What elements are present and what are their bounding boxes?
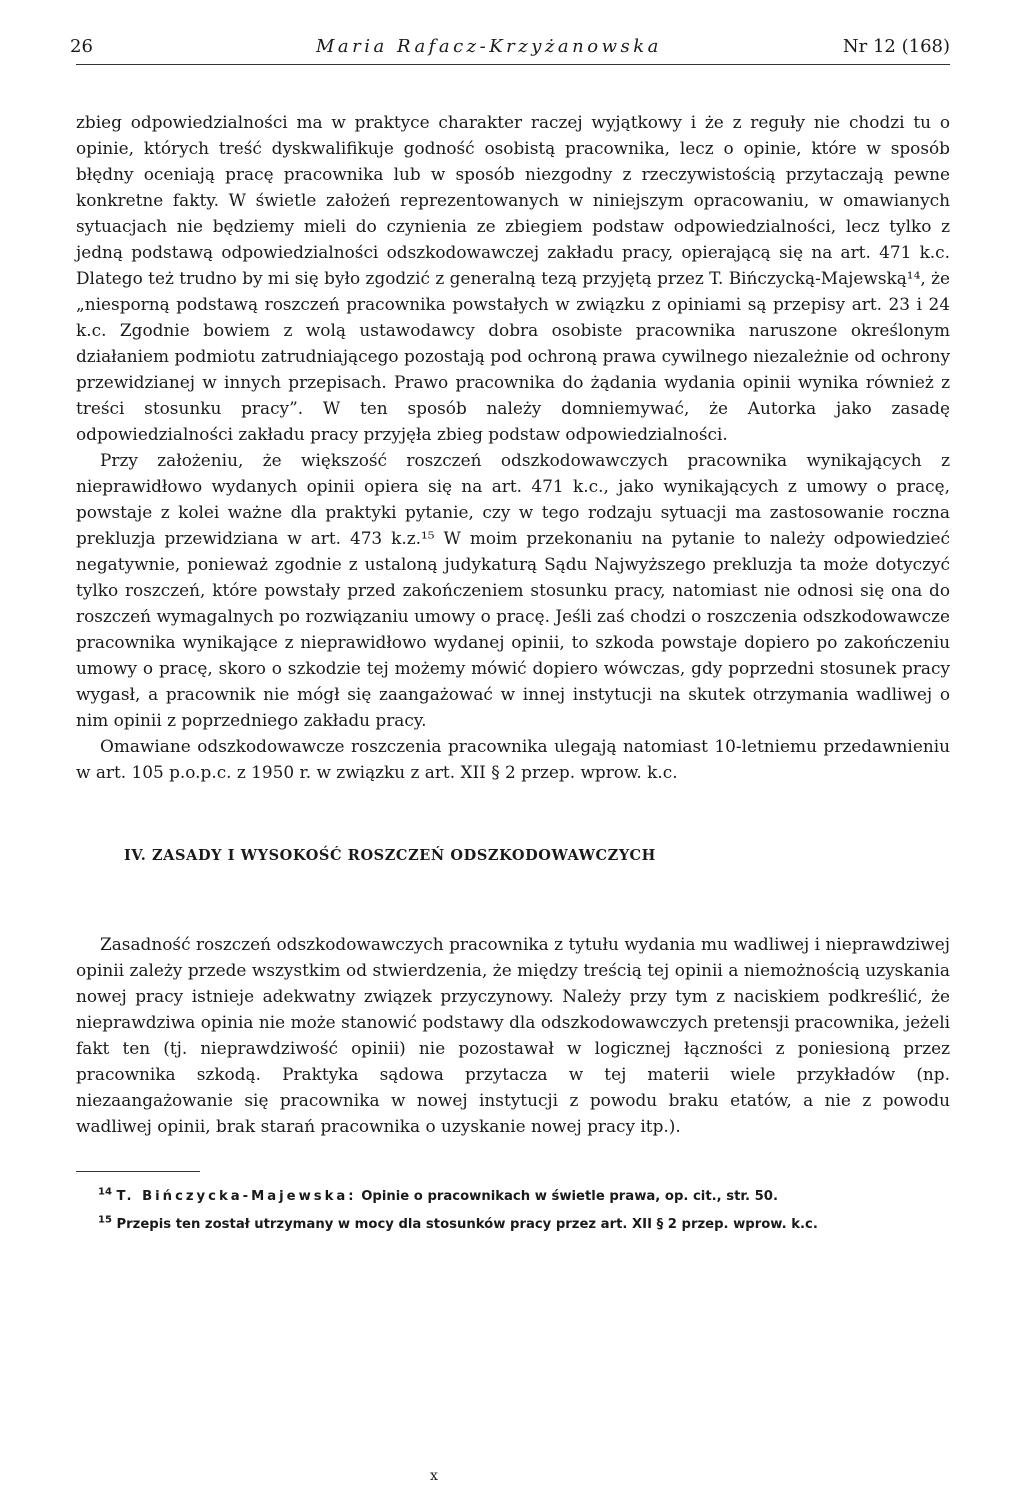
footnotes — [76, 1186, 950, 1236]
paragraph: Przy założeniu, że większość roszczeń odszkodowawczych pracownika wynikających z nieprawidłowo wydanych opinii opiera się na art. 471 k.c., jako wynikających z umowy o pracę, powstaje z kolei ważne dla praktyki pytanie, czy w tego rodzaju sytuacji ma zastosowanie roczna prekluzja przewidziana w art. 473 k.z.¹⁵ W moim przekonaniu na pytanie to należy odpowiedzieć negatywnie, ponieważ zgodnie z ustaloną judykaturą Sądu Najwyższego prekluzja ta może dotyczyć tylko roszczeń, które powstały przed zakończeniem stosunku pracy, natomiast nie odnosi się ona do roszczeń wymagalnych po rozwiązaniu umowy o pracę. Jeśli zaś chodzi o roszczenia odszkodowawcze pracownika wynikające z nieprawidłowo wydanej opinii, to szkoda powstaje dopiero po zakończeniu umowy o pracę, skoro o szkodzie tej możemy mówić dopiero wówczas, gdy poprzedni stosunek pracy wygasł, a pracownik nie mógł się zaangażować w innej instytucji na skutek otrzymania wadliwej o nim opinii z poprzedniego zakładu pracy. — [76, 450, 950, 730]
footnote-number: 15 — [98, 1214, 112, 1226]
section-heading: IV. ZASADY I WYSOKOŚĆ ROSZCZEŃ ODSZKODOWAWCZYCH — [124, 847, 656, 864]
page-mark: x — [430, 1468, 438, 1484]
running-author: Maria Rafacz-Krzyżanowska — [316, 36, 662, 57]
paragraph: Zasadność roszczeń odszkodowawczych pracownika z tytułu wydania mu wadliwej i nieprawdziwej opinii zależy przede wszystkim od stwierdzenia, że między treścią tej opinii a niemożnością uzyskania nowej pracy istnieje adekwatny związek przyczynowy. Należy przy tym z naciskiem podkreślić, że nieprawdziwa opinia nie może stanowić podstawy dla odszkodowawczych pretensji pracownika, jeżeli fakt ten (tj. nieprawdziwość opinii) nie pozostawał w logicznej łączności z poniesioną przez pracownika szkodą. Praktyka sądowa przytacza w tej materii wiele przykładów (np. niezaangażowanie się pracownika w nowej instytucji z powodu braku etatów, a nie z powodu wadliwej opinii, brak starań pracownika o uzyskanie nowej pracy itp.). — [76, 934, 950, 1136]
header-rule — [76, 64, 950, 65]
issue-number: Nr 12 (168) — [842, 36, 950, 57]
running-header — [70, 28, 950, 62]
document-page — [70, 28, 950, 1242]
footnote — [76, 1214, 950, 1236]
page-number: 26 — [70, 36, 93, 57]
footnote — [76, 1186, 950, 1208]
body-text — [76, 109, 950, 1139]
paragraph: zbieg odpowiedzialności ma w praktyce charakter raczej wyjątkowy i że z reguły nie chodzi tu o opinie, których treść dyskwalifikuje godność osobistą pracownika, lecz o opinie, które w sposób błędny oceniają pracę pracownika lub w sposób niezgodny z rzeczywistością przytaczają pewne konkretne fakty. W świetle założeń reprezentowanych w niniejszym opracowaniu, w omawianych sytuacjach nie będziemy mieli do czynienia ze zbiegiem podstaw odpowiedzialności, lecz tylko z jedną podstawą odpowiedzialności odszkodowawczej zakładu pracy, opierającą się na art. 471 k.c. Dlatego też trudno by mi się było zgodzić z generalną tezą przyjętą przez T. Bińczycką-Majewską¹⁴, że „niesporną podstawą roszczeń pracownika powstałych w związku z opiniami są przepisy art. 23 i 24 k.c. Zgodnie bowiem z wolą ustawodawcy dobra osobiste pracownika naruszone określonym działaniem podmiotu zatrudniającego pozostają pod ochroną prawa cywilnego niezależnie od ochrony przewidzianej w innych przepisach. Prawo pracownika do żądania wydania opinii wynika również z treści stosunku pracy”. W ten sposób należy domniemywać, że Autorka jako zasadę odpowiedzialności zakładu pracy przyjęła zbieg podstaw odpowiedzialności. — [76, 112, 950, 444]
footnote-text: Przepis ten został utrzymany w mocy dla stosunków pracy przez art. XII § 2 przep. wprow. k.c. — [116, 1217, 818, 1232]
footnote-rule — [76, 1171, 200, 1172]
footnote-author: T. Bińczycka-Majewska: — [116, 1189, 357, 1204]
footnote-number: 14 — [98, 1186, 112, 1198]
footnote-text: Opinie o pracownikach w świetle prawa, op. cit., str. 50. — [361, 1189, 778, 1204]
paragraph: Omawiane odszkodowawcze roszczenia pracownika ulegają natomiast 10-letniemu przedawnieniu w art. 105 p.o.p.c. z 1950 r. w związku z art. XII § 2 przep. wprow. k.c. — [76, 736, 950, 782]
